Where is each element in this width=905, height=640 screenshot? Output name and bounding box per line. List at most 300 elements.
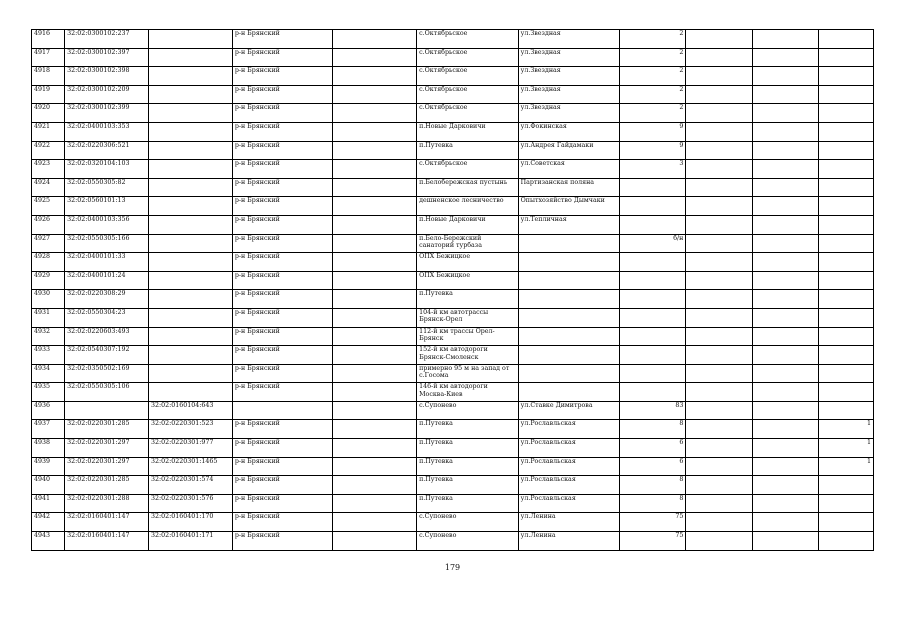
row-number-cell: 4934	[32, 364, 65, 383]
extra-cell-3	[818, 234, 873, 253]
settlement-type-cell	[333, 401, 417, 420]
locality-cell: 104-й км автотрассы Брянск-Орел	[417, 308, 519, 327]
row-number-cell: 4933	[32, 346, 65, 365]
settlement-type-cell	[333, 532, 417, 551]
district-cell: р-н Брянский	[232, 141, 332, 160]
extra-cell-3	[818, 494, 873, 513]
extra-cell-2	[752, 476, 818, 495]
house-number-cell	[620, 253, 686, 272]
extra-cell-2	[752, 30, 818, 49]
extra-cell-3	[818, 197, 873, 216]
extra-cell-3	[818, 122, 873, 141]
street-cell: ул.Фокинская	[518, 122, 620, 141]
extra-cell-2	[752, 253, 818, 272]
district-cell: р-н Брянский	[232, 327, 332, 346]
district-cell: р-н Брянский	[232, 308, 332, 327]
table-row	[32, 30, 874, 49]
extra-cell-3	[818, 364, 873, 383]
extra-cell-2	[752, 327, 818, 346]
house-number-cell: 9	[620, 141, 686, 160]
settlement-type-cell	[333, 215, 417, 234]
extra-cell-1	[686, 457, 752, 476]
street-cell	[518, 346, 620, 365]
extra-cell-2	[752, 532, 818, 551]
settlement-type-cell	[333, 197, 417, 216]
extra-cell-2	[752, 308, 818, 327]
cadastral-number-cell: 32:02:0220301:288	[65, 494, 149, 513]
house-number-cell	[620, 364, 686, 383]
street-cell	[518, 253, 620, 272]
extra-cell-1	[686, 30, 752, 49]
house-number-cell: 75	[620, 532, 686, 551]
parent-cadastral-cell	[148, 308, 232, 327]
house-number-cell	[620, 308, 686, 327]
extra-cell-3: 1	[818, 457, 873, 476]
settlement-type-cell	[333, 513, 417, 532]
row-number-cell: 4920	[32, 104, 65, 123]
extra-cell-3: 1	[818, 420, 873, 439]
locality-cell: п.Путевка	[417, 494, 519, 513]
table-row	[32, 290, 874, 309]
table-row	[32, 253, 874, 272]
settlement-type-cell	[333, 494, 417, 513]
locality-cell: примерно 95 м на запад от с.Госома	[417, 364, 519, 383]
cadastral-number-cell: 32:02:0300102:398	[65, 67, 149, 86]
street-cell: ул.Ленина	[518, 532, 620, 551]
district-cell	[232, 401, 332, 420]
extra-cell-1	[686, 327, 752, 346]
parent-cadastral-cell: 32:02:0220301:1465	[148, 457, 232, 476]
extra-cell-2	[752, 160, 818, 179]
parent-cadastral-cell	[148, 67, 232, 86]
house-number-cell	[620, 290, 686, 309]
extra-cell-2	[752, 346, 818, 365]
parent-cadastral-cell: 32:02:0160104:643	[148, 401, 232, 420]
locality-cell: с.Октябрьское	[417, 104, 519, 123]
extra-cell-3	[818, 253, 873, 272]
extra-cell-2	[752, 290, 818, 309]
street-cell: ул.Ставке Димитрова	[518, 401, 620, 420]
row-number-cell: 4925	[32, 197, 65, 216]
district-cell: р-н Брянский	[232, 160, 332, 179]
extra-cell-3: 1	[818, 439, 873, 458]
cadastral-number-cell	[65, 401, 149, 420]
house-number-cell: 8	[620, 476, 686, 495]
parent-cadastral-cell	[148, 48, 232, 67]
extra-cell-3	[818, 85, 873, 104]
table-row	[32, 457, 874, 476]
parent-cadastral-cell: 32:02:0220301:576	[148, 494, 232, 513]
row-number-cell: 4917	[32, 48, 65, 67]
extra-cell-2	[752, 439, 818, 458]
row-number-cell: 4937	[32, 420, 65, 439]
house-number-cell: 75	[620, 513, 686, 532]
table-row	[32, 494, 874, 513]
table-body	[32, 30, 874, 551]
settlement-type-cell	[333, 178, 417, 197]
settlement-type-cell	[333, 364, 417, 383]
locality-cell: с.Октябрьское	[417, 67, 519, 86]
row-number-cell: 4930	[32, 290, 65, 309]
district-cell: р-н Брянский	[232, 67, 332, 86]
street-cell: ул.Рославльская	[518, 476, 620, 495]
cadastral-number-cell: 32:02:0400103:353	[65, 122, 149, 141]
extra-cell-3	[818, 383, 873, 402]
locality-cell: п.Путевка	[417, 141, 519, 160]
locality-cell: дешненское лесничество	[417, 197, 519, 216]
parent-cadastral-cell	[148, 30, 232, 49]
house-number-cell: б/н	[620, 234, 686, 253]
locality-cell: 152-й км автодороги Брянск-Смоленск	[417, 346, 519, 365]
extra-cell-1	[686, 513, 752, 532]
extra-cell-3	[818, 513, 873, 532]
cadastral-number-cell: 32:02:0300102:209	[65, 85, 149, 104]
house-number-cell	[620, 197, 686, 216]
settlement-type-cell	[333, 141, 417, 160]
district-cell: р-н Брянский	[232, 253, 332, 272]
parent-cadastral-cell	[148, 197, 232, 216]
parent-cadastral-cell	[148, 290, 232, 309]
cadastral-number-cell: 32:02:0160401:147	[65, 513, 149, 532]
locality-cell: п.Путевка	[417, 457, 519, 476]
locality-cell: п.Путевка	[417, 439, 519, 458]
extra-cell-1	[686, 215, 752, 234]
row-number-cell: 4918	[32, 67, 65, 86]
row-number-cell: 4942	[32, 513, 65, 532]
table-row	[32, 383, 874, 402]
house-number-cell: 8	[620, 494, 686, 513]
district-cell: р-н Брянский	[232, 197, 332, 216]
table-row	[32, 104, 874, 123]
district-cell: р-н Брянский	[232, 178, 332, 197]
locality-cell: п.Путевка	[417, 476, 519, 495]
settlement-type-cell	[333, 85, 417, 104]
extra-cell-1	[686, 253, 752, 272]
table-row	[32, 513, 874, 532]
settlement-type-cell	[333, 160, 417, 179]
locality-cell: 146-й км автодороги Москва-Киев	[417, 383, 519, 402]
locality-cell: п.Новые Дарковичи	[417, 215, 519, 234]
district-cell: р-н Брянский	[232, 439, 332, 458]
cadastral-number-cell: 32:02:0550305:82	[65, 178, 149, 197]
extra-cell-2	[752, 85, 818, 104]
locality-cell: п.Путевка	[417, 420, 519, 439]
parent-cadastral-cell: 32:02:0220301:977	[148, 439, 232, 458]
locality-cell: п.Путевка	[417, 290, 519, 309]
cadastral-number-cell: 32:02:0560101:13	[65, 197, 149, 216]
cadastral-number-cell: 32:02:0220301:285	[65, 420, 149, 439]
house-number-cell	[620, 346, 686, 365]
cadastral-number-cell: 32:02:0220603:493	[65, 327, 149, 346]
table-row	[32, 141, 874, 160]
house-number-cell: 3	[620, 160, 686, 179]
district-cell: р-н Брянский	[232, 420, 332, 439]
parent-cadastral-cell: 32:02:0160401:170	[148, 513, 232, 532]
locality-cell: ОПХ Бежицкое	[417, 253, 519, 272]
street-cell: ул.Рославльская	[518, 439, 620, 458]
extra-cell-2	[752, 420, 818, 439]
settlement-type-cell	[333, 271, 417, 290]
extra-cell-1	[686, 122, 752, 141]
settlement-type-cell	[333, 48, 417, 67]
extra-cell-3	[818, 271, 873, 290]
extra-cell-2	[752, 67, 818, 86]
street-cell	[518, 234, 620, 253]
extra-cell-1	[686, 48, 752, 67]
house-number-cell: 9	[620, 122, 686, 141]
district-cell: р-н Брянский	[232, 48, 332, 67]
street-cell: Опытхозяйство Дымчаки	[518, 197, 620, 216]
house-number-cell: 2	[620, 30, 686, 49]
street-cell: ул.Тепличная	[518, 215, 620, 234]
district-cell: р-н Брянский	[232, 215, 332, 234]
extra-cell-3	[818, 160, 873, 179]
cadastral-number-cell: 32:02:0220306:521	[65, 141, 149, 160]
row-number-cell: 4929	[32, 271, 65, 290]
table-row	[32, 271, 874, 290]
locality-cell: с.Октябрьское	[417, 160, 519, 179]
extra-cell-2	[752, 457, 818, 476]
street-cell	[518, 308, 620, 327]
settlement-type-cell	[333, 383, 417, 402]
street-cell: ул.Рославльская	[518, 494, 620, 513]
cadastral-number-cell: 32:02:0220308:29	[65, 290, 149, 309]
extra-cell-2	[752, 178, 818, 197]
street-cell	[518, 290, 620, 309]
extra-cell-1	[686, 290, 752, 309]
extra-cell-2	[752, 271, 818, 290]
house-number-cell: 8	[620, 420, 686, 439]
table-row	[32, 439, 874, 458]
extra-cell-3	[818, 67, 873, 86]
row-number-cell: 4932	[32, 327, 65, 346]
settlement-type-cell	[333, 30, 417, 49]
extra-cell-3	[818, 532, 873, 551]
table-row	[32, 160, 874, 179]
parent-cadastral-cell: 32:02:0160401:171	[148, 532, 232, 551]
row-number-cell: 4919	[32, 85, 65, 104]
extra-cell-2	[752, 122, 818, 141]
district-cell: р-н Брянский	[232, 383, 332, 402]
house-number-cell: 2	[620, 67, 686, 86]
cadastral-number-cell: 32:02:0300102:237	[65, 30, 149, 49]
row-number-cell: 4931	[32, 308, 65, 327]
extra-cell-3	[818, 30, 873, 49]
cadastral-number-cell: 32:02:0400101:24	[65, 271, 149, 290]
extra-cell-1	[686, 476, 752, 495]
district-cell: р-н Брянский	[232, 513, 332, 532]
extra-cell-3	[818, 327, 873, 346]
extra-cell-3	[818, 178, 873, 197]
extra-cell-1	[686, 234, 752, 253]
locality-cell: с.Октябрьское	[417, 85, 519, 104]
parent-cadastral-cell	[148, 383, 232, 402]
extra-cell-1	[686, 141, 752, 160]
extra-cell-3	[818, 215, 873, 234]
table-row	[32, 48, 874, 67]
settlement-type-cell	[333, 122, 417, 141]
table-row	[32, 420, 874, 439]
extra-cell-1	[686, 383, 752, 402]
settlement-type-cell	[333, 439, 417, 458]
parent-cadastral-cell: 32:02:0220301:574	[148, 476, 232, 495]
settlement-type-cell	[333, 346, 417, 365]
registry-table	[31, 29, 874, 551]
street-cell: ул.Советская	[518, 160, 620, 179]
cadastral-number-cell: 32:02:0300102:397	[65, 48, 149, 67]
street-cell	[518, 383, 620, 402]
street-cell: ул.Рославльская	[518, 457, 620, 476]
district-cell: р-н Брянский	[232, 30, 332, 49]
district-cell: р-н Брянский	[232, 290, 332, 309]
extra-cell-1	[686, 197, 752, 216]
table-row	[32, 401, 874, 420]
street-cell: ул.Андрея Гайдамаки	[518, 141, 620, 160]
settlement-type-cell	[333, 476, 417, 495]
extra-cell-2	[752, 494, 818, 513]
table-row	[32, 532, 874, 551]
house-number-cell: 2	[620, 48, 686, 67]
row-number-cell: 4935	[32, 383, 65, 402]
cadastral-number-cell: 32:02:0540307:192	[65, 346, 149, 365]
page-number: 179	[444, 563, 461, 572]
cadastral-number-cell: 32:02:0300102:399	[65, 104, 149, 123]
row-number-cell: 4940	[32, 476, 65, 495]
extra-cell-2	[752, 401, 818, 420]
row-number-cell: 4941	[32, 494, 65, 513]
house-number-cell: 2	[620, 85, 686, 104]
parent-cadastral-cell	[148, 160, 232, 179]
house-number-cell	[620, 383, 686, 402]
table-row	[32, 178, 874, 197]
cadastral-number-cell: 32:02:0220301:285	[65, 476, 149, 495]
district-cell: р-н Брянский	[232, 122, 332, 141]
extra-cell-1	[686, 401, 752, 420]
parent-cadastral-cell	[148, 364, 232, 383]
district-cell: р-н Брянский	[232, 476, 332, 495]
settlement-type-cell	[333, 308, 417, 327]
house-number-cell: 6	[620, 439, 686, 458]
extra-cell-2	[752, 48, 818, 67]
street-cell: ул.Звездная	[518, 85, 620, 104]
extra-cell-1	[686, 104, 752, 123]
extra-cell-1	[686, 532, 752, 551]
extra-cell-3	[818, 346, 873, 365]
settlement-type-cell	[333, 327, 417, 346]
parent-cadastral-cell: 32:02:0220301:523	[148, 420, 232, 439]
street-cell: Партизанская поляна	[518, 178, 620, 197]
locality-cell: п.Белобережская пустынь	[417, 178, 519, 197]
row-number-cell: 4923	[32, 160, 65, 179]
district-cell: р-н Брянский	[232, 364, 332, 383]
locality-cell: п.Новые Дарковичи	[417, 122, 519, 141]
settlement-type-cell	[333, 234, 417, 253]
locality-cell: ОПХ Бежицкое	[417, 271, 519, 290]
street-cell: ул.Звездная	[518, 30, 620, 49]
parent-cadastral-cell	[148, 215, 232, 234]
extra-cell-2	[752, 513, 818, 532]
house-number-cell: 2	[620, 104, 686, 123]
extra-cell-2	[752, 197, 818, 216]
locality-cell: п.Бело-Бережский санаторий турбаза	[417, 234, 519, 253]
locality-cell: с.Октябрьское	[417, 48, 519, 67]
row-number-cell: 4939	[32, 457, 65, 476]
parent-cadastral-cell	[148, 104, 232, 123]
locality-cell: с.Супонево	[417, 401, 519, 420]
extra-cell-2	[752, 234, 818, 253]
district-cell: р-н Брянский	[232, 457, 332, 476]
street-cell: ул.Звездная	[518, 67, 620, 86]
parent-cadastral-cell	[148, 327, 232, 346]
cadastral-number-cell: 32:02:0550305:166	[65, 234, 149, 253]
extra-cell-3	[818, 476, 873, 495]
cadastral-number-cell: 32:02:0320104:103	[65, 160, 149, 179]
street-cell	[518, 327, 620, 346]
house-number-cell	[620, 327, 686, 346]
extra-cell-2	[752, 383, 818, 402]
extra-cell-2	[752, 364, 818, 383]
street-cell: ул.Звездная	[518, 48, 620, 67]
locality-cell: с.Супонево	[417, 513, 519, 532]
parent-cadastral-cell	[148, 346, 232, 365]
extra-cell-3	[818, 290, 873, 309]
street-cell	[518, 364, 620, 383]
table-row	[32, 234, 874, 253]
cadastral-number-cell: 32:02:0220301:297	[65, 457, 149, 476]
extra-cell-2	[752, 104, 818, 123]
house-number-cell	[620, 215, 686, 234]
table-row	[32, 85, 874, 104]
extra-cell-1	[686, 420, 752, 439]
row-number-cell: 4938	[32, 439, 65, 458]
extra-cell-3	[818, 48, 873, 67]
house-number-cell	[620, 178, 686, 197]
street-cell: ул.Рославльская	[518, 420, 620, 439]
locality-cell: с.Октябрьское	[417, 30, 519, 49]
table-row	[32, 67, 874, 86]
settlement-type-cell	[333, 457, 417, 476]
settlement-type-cell	[333, 67, 417, 86]
extra-cell-1	[686, 271, 752, 290]
extra-cell-3	[818, 104, 873, 123]
table-row	[32, 308, 874, 327]
row-number-cell: 4943	[32, 532, 65, 551]
extra-cell-1	[686, 439, 752, 458]
table-row	[32, 346, 874, 365]
row-number-cell: 4922	[32, 141, 65, 160]
district-cell: р-н Брянский	[232, 271, 332, 290]
row-number-cell: 4936	[32, 401, 65, 420]
extra-cell-1	[686, 178, 752, 197]
extra-cell-2	[752, 215, 818, 234]
extra-cell-1	[686, 160, 752, 179]
street-cell	[518, 271, 620, 290]
row-number-cell: 4928	[32, 253, 65, 272]
street-cell: ул.Звездная	[518, 104, 620, 123]
parent-cadastral-cell	[148, 85, 232, 104]
district-cell: р-н Брянский	[232, 346, 332, 365]
row-number-cell: 4916	[32, 30, 65, 49]
settlement-type-cell	[333, 420, 417, 439]
parent-cadastral-cell	[148, 253, 232, 272]
row-number-cell: 4924	[32, 178, 65, 197]
extra-cell-3	[818, 141, 873, 160]
settlement-type-cell	[333, 290, 417, 309]
parent-cadastral-cell	[148, 234, 232, 253]
table-row	[32, 197, 874, 216]
table-row	[32, 364, 874, 383]
cadastral-number-cell: 32:02:0160401:147	[65, 532, 149, 551]
